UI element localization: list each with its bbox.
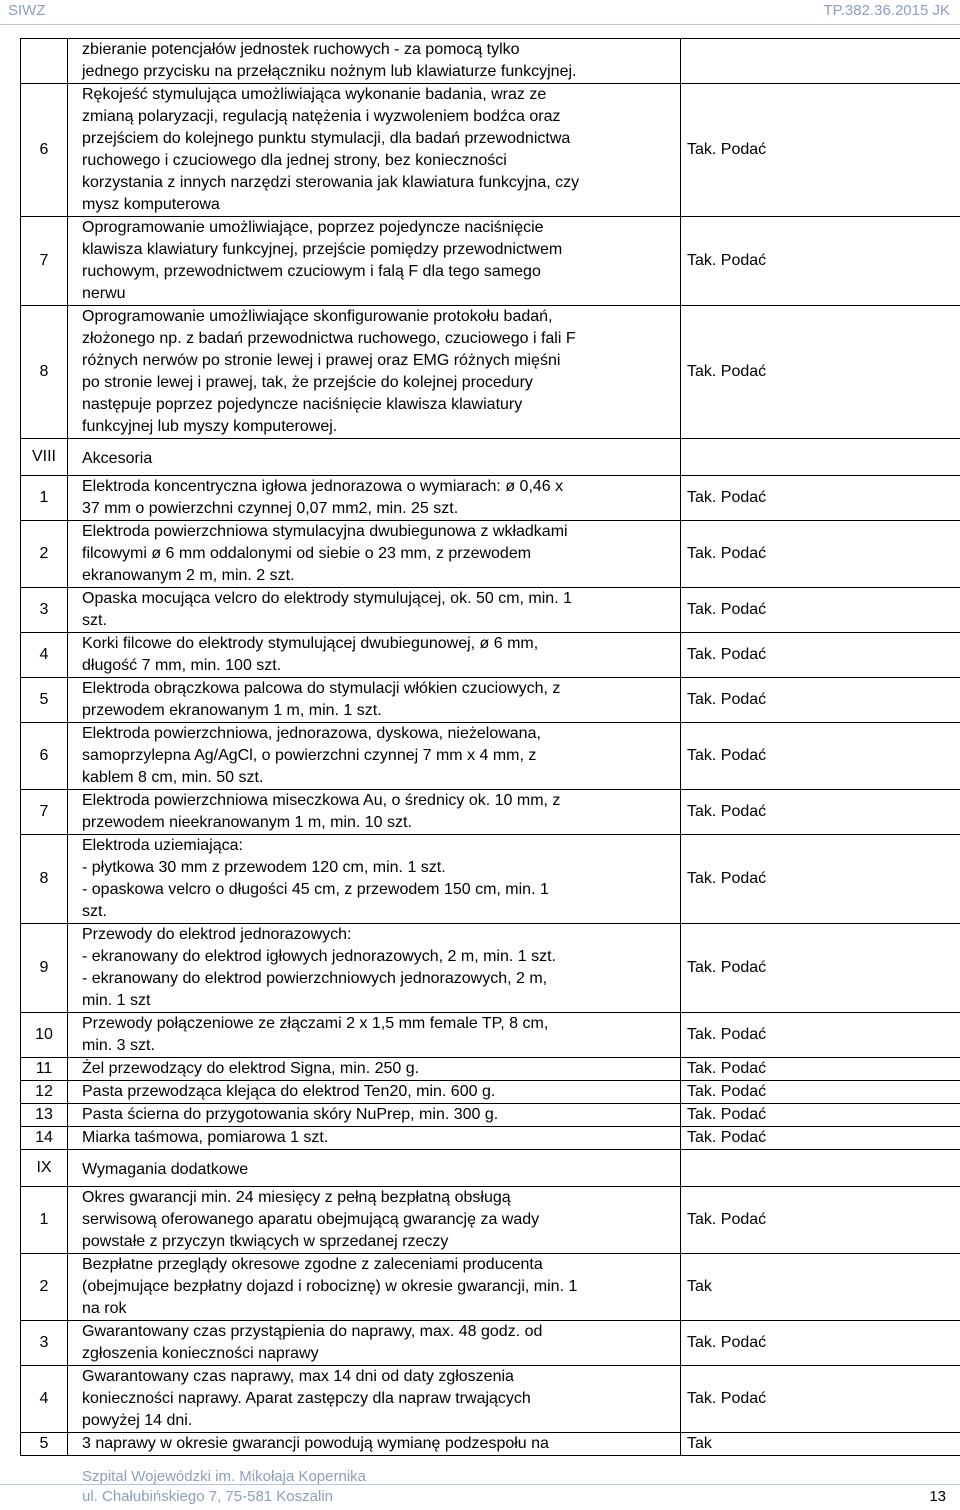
header-divider bbox=[0, 24, 960, 25]
row-description bbox=[68, 678, 681, 723]
description-line: różnych nerwów po stronie lewej i prawej oraz EMG różnych mięśni bbox=[82, 352, 561, 369]
row-required-value bbox=[681, 39, 960, 84]
description-line: Wymagania dodatkowe bbox=[82, 1161, 249, 1178]
table-row bbox=[21, 1254, 960, 1321]
description-line: Elektroda powierzchniowa stymulacyjna dwubiegunowa z wkładkami bbox=[82, 523, 568, 540]
table-row bbox=[21, 588, 960, 633]
table-row bbox=[21, 1321, 960, 1366]
footer-hospital-name: Szpital Wojewódzki im. Mikołaja Kopernika bbox=[82, 1468, 367, 1485]
row-description bbox=[68, 1058, 681, 1081]
table-row bbox=[21, 306, 960, 439]
section-header-row bbox=[21, 439, 960, 476]
row-number: 12 bbox=[21, 1081, 68, 1104]
row-required-value: Tak. Podać bbox=[681, 217, 960, 306]
row-description bbox=[68, 588, 681, 633]
row-number: 7 bbox=[21, 790, 68, 835]
row-description bbox=[68, 1366, 681, 1433]
description-line: Elektroda uziemiająca: bbox=[82, 837, 243, 854]
description-line: Opaska mocująca velcro do elektrody stymulującej, ok. 50 cm, min. 1 bbox=[82, 590, 572, 607]
table-row bbox=[21, 521, 960, 588]
row-number: 4 bbox=[21, 633, 68, 678]
description-line: (obejmujące bezpłatny dojazd i robociznę) w okresie gwarancji, min. 1 bbox=[82, 1278, 578, 1295]
table-row bbox=[21, 1187, 960, 1254]
description-line: konieczności naprawy. Aparat zastępczy dla napraw trwających bbox=[82, 1390, 531, 1407]
row-number: VIII bbox=[21, 439, 68, 476]
description-line: 37 mm o powierzchni czynnej 0,07 mm2, min. 25 szt. bbox=[82, 500, 459, 517]
row-description bbox=[68, 790, 681, 835]
row-required-value: Tak. Podać bbox=[681, 521, 960, 588]
row-required-value: Tak. Podać bbox=[681, 1058, 960, 1081]
description-line: - ekranowany do elektrod powierzchniowych jednorazowych, 2 m, bbox=[82, 970, 548, 987]
row-number: 11 bbox=[21, 1058, 68, 1081]
header-left-text: SIWZ bbox=[8, 2, 46, 19]
description-line: Elektroda powierzchniowa miseczkowa Au, o średnicy ok. 10 mm, z bbox=[82, 792, 561, 809]
description-line: Gwarantowany czas przystąpienia do naprawy, max. 48 godz. od bbox=[82, 1323, 543, 1340]
row-required-value: Tak. Podać bbox=[681, 790, 960, 835]
row-number: 10 bbox=[21, 1013, 68, 1058]
page-header bbox=[0, 0, 960, 24]
table-row bbox=[21, 1104, 960, 1127]
row-required-value: Tak. Podać bbox=[681, 588, 960, 633]
footer-address: ul. Chałubińskiego 7, 75-581 Koszalin bbox=[82, 1488, 333, 1505]
page-number: 13 bbox=[929, 1488, 946, 1505]
description-line: długość 7 mm, min. 100 szt. bbox=[82, 657, 282, 674]
row-description bbox=[68, 1150, 681, 1187]
row-number: 6 bbox=[21, 84, 68, 217]
row-number: 3 bbox=[21, 1321, 68, 1366]
row-number: 5 bbox=[21, 1433, 68, 1456]
row-number: 6 bbox=[21, 723, 68, 790]
description-line: Korki filcowe do elektrody stymulującej dwubiegunowej, ø 6 mm, bbox=[82, 635, 539, 652]
row-number: 2 bbox=[21, 1254, 68, 1321]
description-line: kablem 8 cm, min. 50 szt. bbox=[82, 769, 264, 786]
description-line: serwisową oferowanego aparatu obejmującą gwarancję za wady bbox=[82, 1211, 540, 1228]
specification-table-body bbox=[21, 39, 960, 1456]
description-line: korzystania z innych narzędzi sterowania jak klawiatura funkcyjna, czy bbox=[82, 174, 580, 191]
specification-table bbox=[20, 38, 960, 1456]
description-line: zgłoszenia konieczności naprawy bbox=[82, 1345, 319, 1362]
row-number: 9 bbox=[21, 924, 68, 1013]
row-required-value: Tak. Podać bbox=[681, 1127, 960, 1150]
description-line: przejściem do kolejnego punktu stymulacji, dla badań przewodnictwa bbox=[82, 130, 571, 147]
description-line: Rękojeść stymulująca umożliwiająca wykonanie badania, wraz ze bbox=[82, 86, 547, 103]
row-number: 4 bbox=[21, 1366, 68, 1433]
description-line: Akcesoria bbox=[82, 450, 153, 467]
row-required-value: Tak bbox=[681, 1254, 960, 1321]
description-line: jednego przycisku na przełączniku nożnym lub klawiaturze funkcyjnej. bbox=[82, 63, 577, 80]
table-row bbox=[21, 924, 960, 1013]
description-line: ekranowanym 2 m, min. 2 szt. bbox=[82, 567, 295, 584]
description-line: następuje poprzez pojedyncze naciśnięcie klawisza klawiatury bbox=[82, 396, 523, 413]
row-required-value: Tak. Podać bbox=[681, 84, 960, 217]
row-required-value: Tak. Podać bbox=[681, 1321, 960, 1366]
description-line: min. 3 szt. bbox=[82, 1037, 155, 1054]
description-line: Elektroda obrączkowa palcowa do stymulacji włókien czuciowych, z bbox=[82, 680, 561, 697]
row-required-value: Tak. Podać bbox=[681, 678, 960, 723]
row-required-value: Tak. Podać bbox=[681, 723, 960, 790]
row-description bbox=[68, 924, 681, 1013]
table-row bbox=[21, 723, 960, 790]
description-line: - ekranowany do elektrod igłowych jednorazowych, 2 m, min. 1 szt. bbox=[82, 948, 556, 965]
description-line: 3 naprawy w okresie gwarancji powodują wymianę podzespołu na bbox=[82, 1435, 549, 1452]
description-line: Przewody połączeniowe ze złączami 2 x 1,5 mm female TP, 8 cm, bbox=[82, 1015, 549, 1032]
row-required-value bbox=[681, 439, 960, 476]
table-row bbox=[21, 217, 960, 306]
description-line: mysz komputerowa bbox=[82, 196, 220, 213]
description-line: samoprzylepna Ag/AgCl, o powierzchni czynnej 7 mm x 4 mm, z bbox=[82, 747, 537, 764]
description-line: powstałe z przyczyn tkwiących w sprzedanej rzeczy bbox=[82, 1233, 449, 1250]
header-right-text: TP.382.36.2015 JK bbox=[823, 2, 950, 19]
row-required-value: Tak. Podać bbox=[681, 1187, 960, 1254]
description-line: Gwarantowany czas naprawy, max 14 dni od daty zgłoszenia bbox=[82, 1368, 514, 1385]
table-row bbox=[21, 1058, 960, 1081]
table-row bbox=[21, 1081, 960, 1104]
table-row bbox=[21, 1127, 960, 1150]
row-description bbox=[68, 521, 681, 588]
description-line: złożonego np. z badań przewodnictwa ruchowego, czuciowego i fali F bbox=[82, 330, 576, 347]
row-required-value: Tak. Podać bbox=[681, 306, 960, 439]
row-number: IX bbox=[21, 1150, 68, 1187]
row-required-value: Tak bbox=[681, 1433, 960, 1456]
row-number: 3 bbox=[21, 588, 68, 633]
row-number: 2 bbox=[21, 521, 68, 588]
description-line: Oprogramowanie umożliwiające, poprzez pojedyncze naciśnięcie bbox=[82, 219, 544, 236]
row-number: 5 bbox=[21, 678, 68, 723]
description-line: filcowymi ø 6 mm oddalonymi od siebie o 23 mm, z przewodem bbox=[82, 545, 532, 562]
description-line: Elektroda powierzchniowa, jednorazowa, dyskowa, nieżelowana, bbox=[82, 725, 541, 742]
row-description bbox=[68, 1081, 681, 1104]
row-description bbox=[68, 1433, 681, 1456]
row-number: 14 bbox=[21, 1127, 68, 1150]
row-number: 7 bbox=[21, 217, 68, 306]
description-line: Żel przewodzący do elektrod Signa, min. 250 g. bbox=[82, 1060, 420, 1077]
row-number: 1 bbox=[21, 476, 68, 521]
row-description bbox=[68, 1254, 681, 1321]
description-line: ruchowego i czuciowego dla jednej strony, bez konieczności bbox=[82, 152, 507, 169]
row-number: 1 bbox=[21, 1187, 68, 1254]
row-description bbox=[68, 476, 681, 521]
description-line: min. 1 szt bbox=[82, 992, 151, 1009]
description-line: Elektroda koncentryczna igłowa jednorazowa o wymiarach: ø 0,46 x bbox=[82, 478, 564, 495]
row-description bbox=[68, 1187, 681, 1254]
table-row bbox=[21, 1433, 960, 1456]
table-row bbox=[21, 1366, 960, 1433]
row-description bbox=[68, 1127, 681, 1150]
row-description bbox=[68, 84, 681, 217]
description-line: Przewody do elektrod jednorazowych: bbox=[82, 926, 352, 943]
row-number: 8 bbox=[21, 835, 68, 924]
description-line: Bezpłatne przeglądy okresowe zgodne z zaleceniami producenta bbox=[82, 1256, 543, 1273]
description-line: po stronie lewej i prawej, tak, że przejście do kolejnej procedury bbox=[82, 374, 533, 391]
row-description bbox=[68, 1321, 681, 1366]
row-required-value: Tak. Podać bbox=[681, 1013, 960, 1058]
row-required-value: Tak. Podać bbox=[681, 924, 960, 1013]
table-row bbox=[21, 1013, 960, 1058]
row-number bbox=[21, 39, 68, 84]
section-header-row bbox=[21, 1150, 960, 1187]
description-line: szt. bbox=[82, 612, 107, 629]
table-row bbox=[21, 84, 960, 217]
description-line: klawisza klawiatury funkcyjnej, przejście pomiędzy przewodnictwem bbox=[82, 241, 563, 258]
row-required-value: Tak. Podać bbox=[681, 476, 960, 521]
row-description bbox=[68, 1104, 681, 1127]
row-description bbox=[68, 217, 681, 306]
row-description bbox=[68, 1013, 681, 1058]
row-number: 8 bbox=[21, 306, 68, 439]
description-line: - opaskowa velcro o długości 45 cm, z przewodem 150 cm, min. 1 bbox=[82, 881, 549, 898]
description-line: zmianą polaryzacji, regulacją natężenia i wyzwoleniem bodźca oraz bbox=[82, 108, 561, 125]
description-line: zbieranie potencjałów jednostek ruchowych - za pomocą tylko bbox=[82, 41, 520, 58]
row-required-value: Tak. Podać bbox=[681, 633, 960, 678]
description-line: na rok bbox=[82, 1300, 127, 1317]
table-row bbox=[21, 39, 960, 84]
description-line: Oprogramowanie umożliwiające skonfigurowanie protokołu badań, bbox=[82, 308, 553, 325]
description-line: przewodem nieekranowanym 1 m, min. 10 szt. bbox=[82, 814, 412, 831]
row-description bbox=[68, 633, 681, 678]
row-required-value: Tak. Podać bbox=[681, 1104, 960, 1127]
description-line: - płytkowa 30 mm z przewodem 120 cm, min. 1 szt. bbox=[82, 859, 446, 876]
row-description bbox=[68, 835, 681, 924]
table-row bbox=[21, 476, 960, 521]
row-description bbox=[68, 723, 681, 790]
row-required-value: Tak. Podać bbox=[681, 1081, 960, 1104]
description-line: funkcyjnej lub myszy komputerowej. bbox=[82, 418, 338, 435]
description-line: powyżej 14 dni. bbox=[82, 1412, 193, 1429]
table-row bbox=[21, 633, 960, 678]
description-line: ruchowym, przewodnictwem czuciowym i falą F dla tego samego bbox=[82, 263, 541, 280]
row-required-value: Tak. Podać bbox=[681, 1366, 960, 1433]
row-number: 13 bbox=[21, 1104, 68, 1127]
table-row bbox=[21, 790, 960, 835]
row-description bbox=[68, 439, 681, 476]
description-line: szt. bbox=[82, 903, 107, 920]
description-line: Pasta przewodząca klejąca do elektrod Ten20, min. 600 g. bbox=[82, 1083, 496, 1100]
row-description bbox=[68, 306, 681, 439]
table-row bbox=[21, 678, 960, 723]
description-line: przewodem ekranowanym 1 m, min. 1 szt. bbox=[82, 702, 382, 719]
description-line: Miarka taśmowa, pomiarowa 1 szt. bbox=[82, 1129, 329, 1146]
description-line: Pasta ścierna do przygotowania skóry NuPrep, min. 300 g. bbox=[82, 1106, 499, 1123]
row-required-value: Tak. Podać bbox=[681, 835, 960, 924]
description-line: nerwu bbox=[82, 285, 126, 302]
row-required-value bbox=[681, 1150, 960, 1187]
row-description bbox=[68, 39, 681, 84]
table-row bbox=[21, 835, 960, 924]
description-line: Okres gwarancji min. 24 miesięcy z pełną bezpłatną obsługą bbox=[82, 1189, 511, 1206]
